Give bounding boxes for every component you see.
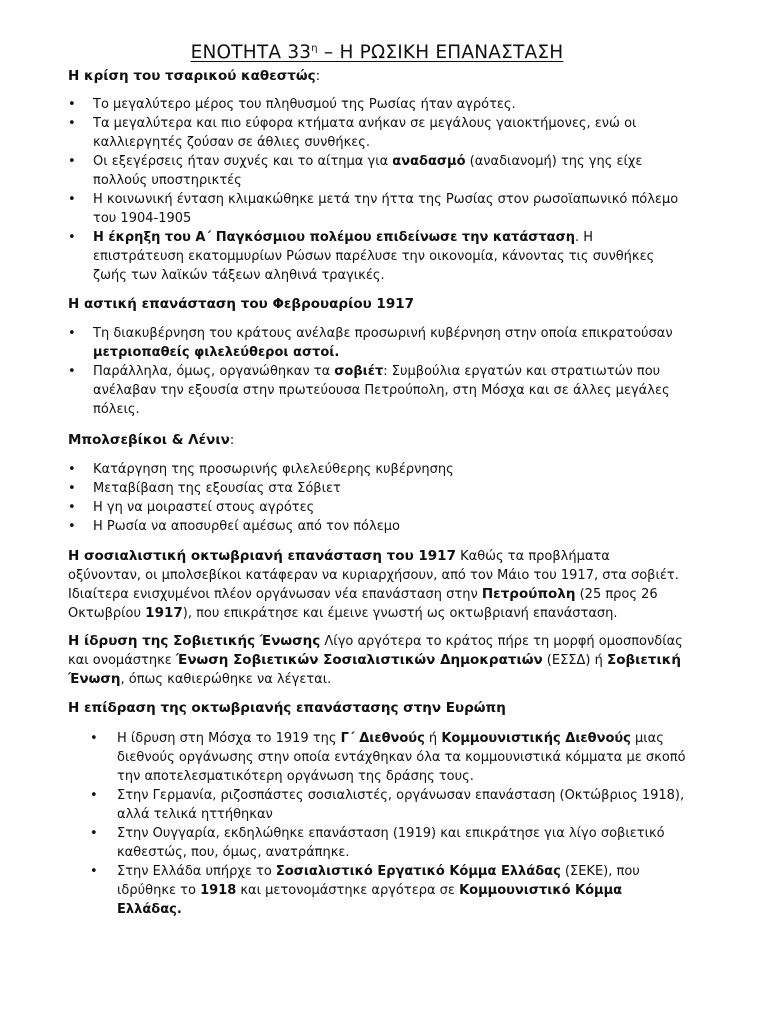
item-text: Η ίδρυση στη Μόσχα το 1919 της <box>117 731 341 746</box>
list-tsarist-crisis <box>68 95 686 285</box>
item-text: Στην Ουγγαρία, εκδηλώθηκε επανάσταση (1919) και επικράτησε για λίγο σοβιετικό καθεστώς, που, όμως, ανατράπηκε. <box>117 826 665 860</box>
para-bold: Η ίδρυση της Σοβιετικής Ένωσης <box>68 633 321 649</box>
list-bolsheviks <box>68 460 686 536</box>
bullet-icon: • <box>90 788 98 803</box>
list-february-revolution <box>68 324 686 419</box>
list-europe-impact <box>68 729 686 919</box>
item-text: (αναδιανομή) της γης είχε πολλούς υποστηρικτές <box>93 154 643 188</box>
paragraph-october-revolution <box>68 547 686 623</box>
para-bold: 1917 <box>145 605 183 621</box>
item-text: Μεταβίβαση της εξουσίας στα Σόβιετ <box>93 481 341 496</box>
para-text: Λίγο αργότερα το κράτος πήρε τη μορφή ομοσπονδίας και ονομάστηκε <box>68 634 683 668</box>
list-item <box>68 152 686 190</box>
para-text: (25 προς 26 Οκτωβρίου <box>68 587 658 621</box>
section-heading-february-revolution <box>68 295 686 314</box>
para-text: (ΕΣΣΔ) ή <box>542 653 607 668</box>
item-bold: Κομμουνιστικό Κόμμα Ελλάδας. <box>117 883 623 917</box>
title-superscript: η <box>311 42 318 54</box>
item-text: Η γη να μοιραστεί στους αγρότες <box>93 500 315 515</box>
section-heading-tsarist-crisis <box>68 67 686 86</box>
item-text: : Συμβούλια εργατών και στρατιωτών που ανέλαβαν την εξουσία στην πρωτεύουσα Πετρούπολη, στη Μόσχα και σε άλλες μεγάλες πόλεις. <box>93 364 670 417</box>
bullet-icon: • <box>68 230 76 245</box>
item-text: Η κοινωνική ένταση κλιμακώθηκε μετά την ήττα της Ρωσίας στον ρωσοϊαπωνικό πόλεμο του 1904-1905 <box>93 192 679 226</box>
item-bold: Κομμουνιστικής Διεθνούς <box>441 731 631 746</box>
item-bold: σοβιέτ <box>334 364 384 379</box>
item-text: μιας διεθνούς οργάνωσης στην οποία εντάχθηκαν όλα τα κομμουνιστικά κόμματα με σκοπό την αποτελεσματικότερη οργάνωση της δράσης τους. <box>117 731 686 784</box>
section-heading-bolsheviks <box>68 431 686 450</box>
title-main: ΕΝΟΤΗΤΑ 33 <box>190 42 312 63</box>
list-item <box>68 114 686 152</box>
list-item <box>68 228 686 285</box>
item-bold: Η έκρηξη του Α΄ Παγκόσμιου πολέμου επιδείνωσε την κατάσταση <box>93 230 575 245</box>
list-item <box>68 729 686 786</box>
bullet-icon: • <box>90 864 98 879</box>
item-text: Η Ρωσία να αποσυρθεί αμέσως από τον πόλεμο <box>93 519 400 534</box>
list-item <box>68 498 686 517</box>
item-text: . Η επιστράτευση εκατομμυρίων Ρώσων παρέλυσε την οικονομία, κάνοντας τις συνθήκες ζωής των λαϊκών τάξεων αληθινά τραγικές. <box>93 230 655 283</box>
item-bold: Σοσιαλιστικό Εργατικό Κόμμα Ελλάδας <box>275 864 561 879</box>
bullet-icon: • <box>68 364 76 379</box>
item-bold: 1918 <box>200 883 237 898</box>
section-heading-europe-impact <box>68 699 686 718</box>
bullet-icon: • <box>68 116 76 131</box>
heading-text: Η αστική επανάσταση του Φεβρουαρίου 1917 <box>68 296 415 312</box>
para-text: ), που επικράτησε και έμεινε γνωστή ως οκτωβριανή επανάσταση. <box>182 606 618 621</box>
page-title <box>68 42 686 63</box>
list-item <box>68 190 686 228</box>
list-item <box>68 95 686 114</box>
item-text: Τα μεγαλύτερα και πιο εύφορα κτήματα ανήκαν σε μεγάλους γαιοκτήμονες, ενώ οι καλλιεργητές ζούσαν σε άθλιες συνθήκες. <box>93 116 637 150</box>
list-item <box>68 362 686 419</box>
bullet-icon: • <box>68 154 76 169</box>
item-bold: αναδασμό <box>392 154 466 169</box>
bullet-icon: • <box>68 192 76 207</box>
list-item <box>68 460 686 479</box>
bullet-icon: • <box>68 481 76 496</box>
para-text: , όπως καθιερώθηκε να λέγεται. <box>120 672 332 687</box>
item-text: Στην Ελλάδα υπήρχε το <box>117 864 276 879</box>
heading-text: Η κρίση του τσαρικού καθεστώς <box>68 68 316 84</box>
item-bold: Γ΄ Διεθνούς <box>340 731 425 746</box>
item-text: Κατάργηση της προσωρινής φιλελεύθερης κυβέρνησης <box>93 462 454 477</box>
para-bold: Η σοσιαλιστική οκτωβριανή επανάσταση του 1917 <box>68 548 456 564</box>
item-text: και μετονομάστηκε αργότερα σε <box>236 883 460 898</box>
bullet-icon: • <box>68 462 76 477</box>
para-bold: Πετρούπολη <box>481 586 576 602</box>
heading-colon: : <box>315 68 321 84</box>
list-item <box>68 517 686 536</box>
bullet-icon: • <box>68 519 76 534</box>
paragraph-soviet-union <box>68 632 686 689</box>
heading-colon: : <box>229 432 235 448</box>
para-bold: Ένωση Σοβιετικών Σοσιαλιστικών Δημοκρατιών <box>175 652 543 668</box>
bullet-icon: • <box>90 826 98 841</box>
para-text: Καθώς τα προβλήματα οξύνονταν, οι μπολσεβίκοι κατάφεραν να κυριαρχήσουν, από τον Μάιο του 1917, στα σοβιέτ. Ιδιαίτερα ενισχυμένοι πλέον οργάνωσαν νέα επανάσταση στην <box>68 549 679 602</box>
bullet-icon: • <box>68 97 76 112</box>
item-text: Το μεγαλύτερο μέρος του πληθυσμού της Ρωσίας ήταν αγρότες. <box>93 97 516 112</box>
bullet-icon: • <box>68 326 76 341</box>
heading-text: Μπολσεβίκοι & Λένιν <box>68 432 230 448</box>
list-item <box>68 862 686 919</box>
item-text: Παράλληλα, όμως, οργανώθηκαν τα <box>93 364 335 379</box>
bullet-icon: • <box>90 731 98 746</box>
list-item <box>68 324 686 362</box>
para-bold: Σοβιετική Ένωση <box>68 652 682 687</box>
item-bold: μετριοπαθείς φιλελεύθεροι αστοί. <box>93 345 340 360</box>
list-item <box>68 824 686 862</box>
item-text: Οι εξεγέρσεις ήταν συχνές και το αίτημα για <box>93 154 393 169</box>
heading-text: Η επίδραση της οκτωβριανής επανάστασης στην Ευρώπη <box>68 700 506 716</box>
list-item <box>68 479 686 498</box>
item-text: Στην Γερμανία, ριζοσπάστες σοσιαλιστές, οργάνωσαν επανάσταση (Οκτώβριος 1918), αλλά τελικά ηττήθηκαν <box>117 788 685 822</box>
title-rest: – Η ΡΩΣΙΚΗ ΕΠΑΝΑΣΤΑΣΗ <box>317 42 564 63</box>
item-text: (ΣΕΚΕ), που ιδρύθηκε το <box>117 864 640 898</box>
list-item <box>68 786 686 824</box>
item-text: ή <box>424 731 442 746</box>
item-text: Τη διακυβέρνηση του κράτους ανέλαβε προσωρινή κυβέρνηση στην οποία επικρατούσαν <box>93 326 673 341</box>
bullet-icon: • <box>68 500 76 515</box>
